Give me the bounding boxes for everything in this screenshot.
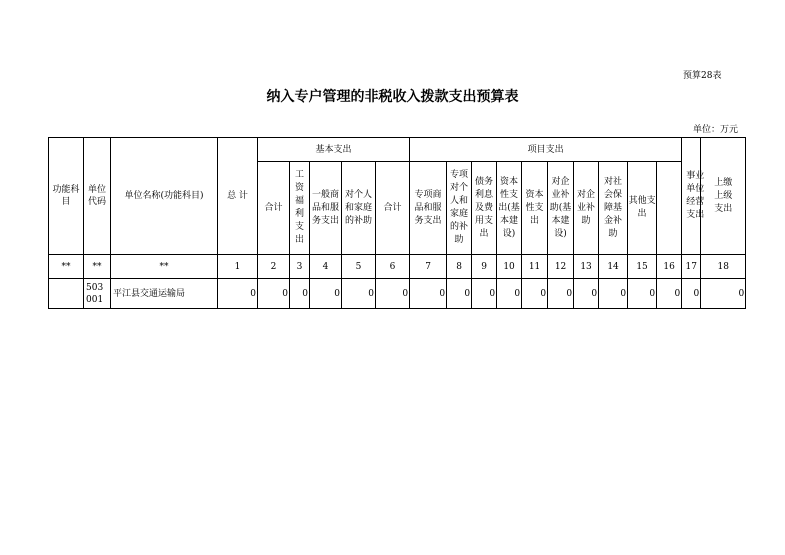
row-value-cell: 0 (599, 279, 628, 309)
column-index-cell: 3 (290, 255, 310, 279)
header-basic: 基本支出 (258, 138, 410, 162)
header-biz-operation (682, 138, 705, 255)
column-index-cell: 13 (574, 255, 599, 279)
column-index-cell: 18 (701, 255, 746, 279)
column-index-cell: 2 (258, 255, 290, 279)
row-unit-code-text: 503001 (86, 282, 104, 305)
header-proj-subtotal: 合计 (376, 162, 410, 255)
column-index-cell: ** (111, 255, 218, 279)
column-index-cell: 10 (497, 255, 522, 279)
row-value-cell: 0 (290, 279, 310, 309)
header-proj-other-text: 其他支出 (628, 196, 656, 219)
column-index-cell: 9 (472, 255, 497, 279)
header-unit-name: 单位名称(功能科目) (111, 138, 218, 255)
page-number: 预算28表 (683, 71, 722, 81)
column-index-cell: 12 (548, 255, 574, 279)
row-value-cell: 0 (628, 279, 657, 309)
header-upper-pay-text: 上缴上级支出 (714, 177, 733, 214)
row-value-cell: 0 (310, 279, 342, 309)
header-basic-personal (342, 162, 376, 255)
header-proj-enterprise-text: 对企业补助 (577, 189, 596, 226)
column-index-cell: 6 (376, 255, 410, 279)
column-index-cell: 15 (628, 255, 657, 279)
header-total: 总 计 (218, 138, 258, 255)
header-basic-wages (290, 162, 310, 255)
header-proj-personal (447, 162, 472, 255)
row-value-cell: 0 (497, 279, 522, 309)
column-index-cell: 17 (682, 255, 701, 279)
header-biz-operation-text: 事业单位经营支出 (686, 171, 705, 220)
page-title: 纳入专户管理的非税收入拨款支出预算表 (266, 89, 519, 105)
column-index-cell: 14 (599, 255, 628, 279)
column-index-cell: 11 (522, 255, 548, 279)
row-value-cell: 0 (657, 279, 682, 309)
column-index-cell: 8 (447, 255, 472, 279)
header-proj-enterprise-build (548, 162, 574, 255)
header-basic-subtotal: 合计 (258, 162, 290, 255)
row-value-cell: 0 (342, 279, 376, 309)
header-proj-capital-build-text: 资本性支出(基本建设) (498, 176, 520, 239)
header-basic-goods (310, 162, 342, 255)
row-func-code (49, 279, 84, 309)
header-proj-goods (410, 162, 447, 255)
row-value-cell: 0 (548, 279, 574, 309)
column-index-cell: 7 (410, 255, 447, 279)
header-proj-capital-build (497, 162, 522, 255)
header-basic-wages-text: 工资福利支出 (294, 170, 304, 245)
header-proj-social-text: 对社会保障基金补助 (604, 176, 623, 239)
header-proj-enterprise-build-text: 对企业补助(基本建设) (549, 176, 572, 239)
column-index-cell: ** (84, 255, 111, 279)
header-proj-social (599, 162, 628, 255)
header-proj-other (628, 162, 657, 255)
row-unit-code (84, 279, 111, 309)
header-unit-code: 单位代码 (84, 138, 111, 255)
row-value-cell: 0 (701, 279, 746, 309)
row-value-cell: 0 (574, 279, 599, 309)
column-index-cell: 4 (310, 255, 342, 279)
header-proj-capital-text: 资本性支出 (525, 189, 544, 226)
column-index-cell: 5 (342, 255, 376, 279)
row-value-cell: 0 (682, 279, 701, 309)
header-proj-capital (522, 162, 548, 255)
header-proj-debt-text: 债务利息及费用支出 (475, 176, 494, 239)
header-project: 项目支出 (410, 138, 682, 162)
row-value-cell: 0 (410, 279, 447, 309)
header-proj-goods-text: 专项商品和服务支出 (414, 189, 442, 226)
column-index-cell: 16 (657, 255, 682, 279)
header-proj-debt (472, 162, 497, 255)
row-value-cell: 0 (522, 279, 548, 309)
header-basic-personal-text: 对个人和家庭的补助 (344, 189, 372, 226)
table-row (49, 279, 746, 309)
column-index-row (49, 255, 746, 279)
column-index-cell: ** (49, 255, 84, 279)
unit-label: 单位：万元 (693, 125, 739, 135)
header-proj-enterprise (574, 162, 599, 255)
header-basic-goods-text: 一般商品和服务支出 (311, 189, 339, 226)
row-value-cell: 0 (447, 279, 472, 309)
header-proj-personal-text: 专项对个人和家庭的补助 (450, 170, 469, 245)
row-value-cell: 0 (376, 279, 410, 309)
column-index-cell: 1 (218, 255, 258, 279)
row-unit-name: 平江县交通运输局 (111, 279, 218, 309)
budget-table (48, 137, 746, 309)
header-func-code: 功能科目 (49, 138, 84, 255)
row-value-cell: 0 (258, 279, 290, 309)
row-value-cell: 0 (472, 279, 497, 309)
row-value-cell: 0 (218, 279, 258, 309)
